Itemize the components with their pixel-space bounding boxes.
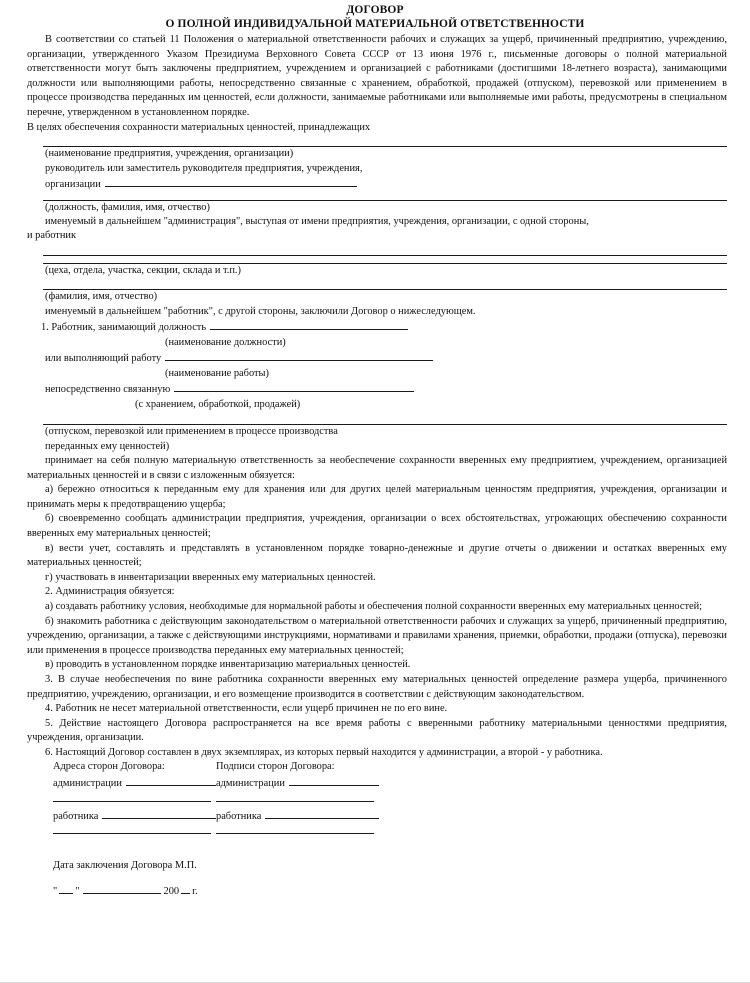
date-quote-open: "	[53, 885, 58, 897]
addresses-heading: Адреса сторон Договора:	[53, 761, 165, 773]
blank-admin-signature-cont[interactable]	[216, 801, 374, 802]
blank-directly-related[interactable]	[174, 381, 414, 392]
worker-signature-label: работника	[216, 810, 262, 822]
blank-work[interactable]	[165, 350, 433, 361]
field-directly-related-label: непосредственно связанную	[45, 384, 171, 396]
blank-worker-address[interactable]	[102, 808, 216, 819]
admin-obligation-b: б) знакомить работника с действующим законодательством о материальной ответственности рабочих и служащих за ущерб, причиненный предприятию, учреждению, организации, а также с действующими инструкциями, нормативами и правилами хранения, приемки, обработки, продажи (отпуска), перевозки или применения в процессе производства переданных ему материальных ценностей;	[27, 615, 727, 656]
field-position-label: 1. Работник, занимающий должность	[41, 322, 207, 334]
field-organization-label: организации	[45, 178, 101, 190]
title-line-1: ДОГОВОР	[346, 4, 404, 16]
assumes-paragraph: принимает на себя полную материальную ответственность за необеспечение сохранности вверенных ему предприятием, учреждением, организацией материальных ценностей и в связи с изложенным обязуется:	[27, 455, 727, 481]
admin-obligation-c: в) проводить в установленном порядке инвентаризацию материальных ценностей.	[45, 659, 411, 671]
blank-organization[interactable]	[105, 176, 357, 187]
date-year-suffix: г.	[192, 885, 198, 897]
admin-clause-line-1: именуемый в дальнейшем "администрация", выступая от имени предприятия, учреждения, организации, с одной стороны,	[45, 215, 589, 227]
date-entry-row	[15, 884, 735, 900]
item-5: 5. Действие настоящего Договора распространяется на все время работы с вверенными работнику материальными ценностями предприятия, учреждения, организации.	[27, 717, 727, 744]
blank-year[interactable]	[181, 884, 190, 894]
blank-worker-address-cont[interactable]	[53, 833, 211, 834]
field-directly-related	[15, 381, 735, 398]
signatures-heading: Подписи сторон Договора:	[216, 761, 335, 773]
blank-worker-unit-1[interactable]	[15, 255, 735, 256]
signature-row-worker	[15, 808, 735, 825]
worker-signature-field	[216, 808, 379, 825]
caption-release-line-2: переданных ему ценностей)	[45, 440, 170, 452]
caption-storage: (с хранением, обработкой, продажей)	[135, 398, 301, 410]
blank-admin-address[interactable]	[126, 775, 216, 786]
worker-address-field	[53, 808, 216, 825]
document-title	[15, 4, 735, 31]
admin-clause-line-2: и работник	[27, 230, 77, 242]
signature-row-admin	[15, 775, 735, 792]
item-6: 6. Настоящий Договор составлен в двух экземплярах, из которых первый находится у администрации, а второй - у работника.	[45, 746, 603, 758]
blank-worker-signature[interactable]	[265, 808, 379, 819]
title-line-2: О ПОЛНОЙ ИНДИВИДУАЛЬНОЙ МАТЕРИАЛЬНОЙ ОТВЕТСТВЕННОСТИ	[165, 17, 585, 30]
date-year-prefix: 200	[163, 885, 180, 897]
admin-address-label: администрации	[53, 778, 122, 790]
field-work-label: или выполняющий работу	[45, 353, 162, 365]
caption-position-fio: (должность, фамилия, имя, отчество)	[45, 201, 210, 213]
caption-position-name: (наименование должности)	[165, 336, 286, 348]
obligation-b: б) своевременно сообщать администрации предприятия, учреждения, организации о всех обстоятельствах, угрожающих обеспечению сохранности вверенных ему материальных ценностей;	[27, 513, 727, 539]
blank-admin-signature[interactable]	[289, 775, 379, 786]
admin-signature-field	[216, 775, 379, 792]
admin-obligation-a: а) создавать работнику условия, необходимые для нормальной работы и обеспечения полной сохранности вверенных ему материальных ценностей;	[45, 600, 703, 612]
admin-signature-label: администрации	[216, 778, 285, 790]
field-position	[15, 319, 735, 336]
obligation-d: г) участвовать в инвентаризации вверенных ему материальных ценностей.	[45, 571, 376, 583]
worker-address-label: работника	[53, 810, 99, 822]
admin-address-field	[53, 775, 216, 792]
head-line-1: руководитель или заместитель руководителя предприятия, учреждения,	[45, 162, 363, 174]
blank-month[interactable]	[83, 884, 161, 894]
blank-day[interactable]	[59, 884, 73, 894]
caption-fio: (фамилия, имя, отчество)	[45, 291, 158, 303]
obligation-c: в) вести учет, составлять и представлять в установленном порядке товарно-денежные и другие отчеты о движении и остатках вверенных ему материальных ценностей;	[27, 542, 727, 569]
caption-release-line-1: (отпуском, перевозкой или применением в процессе производства	[45, 426, 338, 438]
blank-worker-signature-cont[interactable]	[216, 833, 374, 834]
item-3: 3. В случае необеспечения по вине работника сохранности вверенных ему материальных ценностей определение размера ущерба, причиненного предприятию, учреждению, организации, и его возмещение производится в соответствии с действующим законодательством.	[27, 673, 727, 700]
item-2-label: 2. Администрация обязуется:	[45, 586, 175, 598]
field-work	[15, 350, 735, 367]
obligation-a: а) бережно относиться к переданным ему для хранения или для других целей материальным ценностям предприятия, учреждения, организации и принимать меры к предотвращению ущерба;	[27, 484, 727, 510]
date-quote-close: "	[75, 885, 80, 897]
caption-work-name: (наименование работы)	[165, 367, 269, 379]
date-label-text: Дата заключения Договора М.П.	[53, 859, 197, 871]
intro-paragraph: В соответствии со статьей 11 Положения о материальной ответственности рабочих и служащих за ущерб, причиненный предприятию, учреждению, организации, утвержденного Указом Президиума Верховного Совета СССР от 13 июня 1976 г., письменные договоры о полной материальной ответственности могут быть заключены предприятием, учреждением и организацией с работниками (достигшими 18-летнего возраста), занимающими должности или выполняющими работы, непосредственно связанные с хранением, обработкой, продажей (отпуском), перевозкой или применением в процессе производства переданных им ценностей, если должности, занимаемые работниками или выполняемые ими работы, предусмотрены в специальном перечне, утвержденном в установленном порядке.	[27, 34, 727, 118]
field-organization	[15, 176, 735, 193]
purpose-line: В целях обеспечения сохранности материальных ценностей, принадлежащих	[27, 121, 371, 133]
signature-headings	[15, 760, 735, 775]
blank-admin-address-cont[interactable]	[53, 801, 211, 802]
item-4: 4. Работник не несет материальной ответственности, если ущерб причинен не по его вине.	[45, 703, 448, 715]
worker-clause: именуемый в дальнейшем "работник", с другой стороны, заключили Договор о нижеследующем.	[45, 305, 476, 317]
blank-position[interactable]	[210, 319, 408, 330]
caption-workshop: (цеха, отдела, участка, секции, склада и т.п.)	[45, 264, 241, 276]
caption-enterprise-name: (наименование предприятия, учреждения, организации)	[45, 148, 294, 160]
date-label	[15, 859, 735, 874]
